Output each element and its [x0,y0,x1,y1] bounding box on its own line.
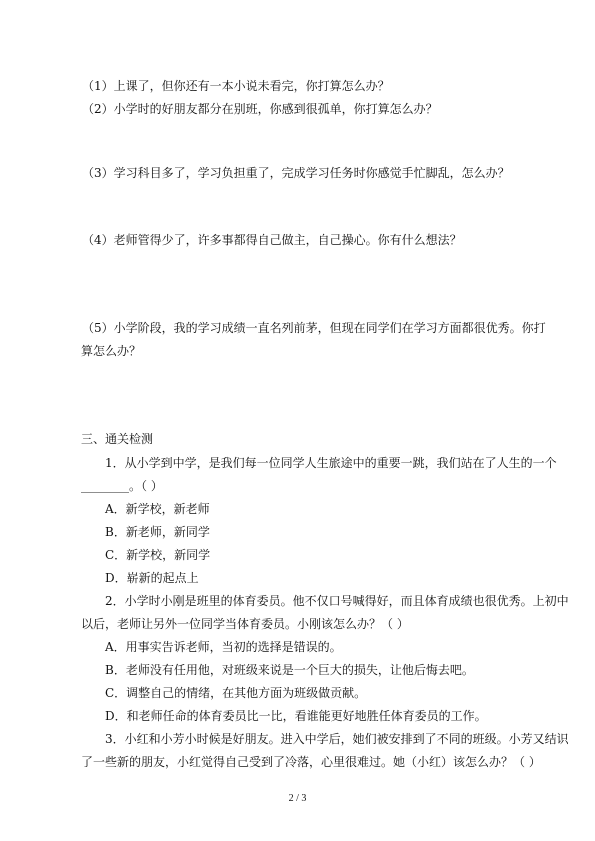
section-heading: 三、通关检测 [81,432,154,446]
question-2: （2）小学时的好朋友都分在别班，你感到很孤单，你打算怎么办？ [82,102,438,116]
mc2-option-b: B．老师没有任用他，对班级来说是一个巨大的损失，让他后悔去吧。 [105,663,474,677]
question-5-line2: 算怎么办？ [81,344,142,358]
question-4: （4）老师管得少了，许多事都得自己做主，自己操心。你有什么想法？ [82,233,462,247]
mc2-option-c: C．调整自己的情绪，在其他方面为班级做贡献。 [105,686,367,700]
mc1-option-c: C．新学校，新同学 [105,548,211,562]
mc1-option-b: B．新老师，新同学 [105,525,210,539]
mc2-option-d: D．和老师任命的体育委员比一比，看谁能更好地胜任体育委员的工作。 [105,709,487,723]
mc1-option-a: A．新学校，新老师 [105,502,210,516]
mc1-option-d: D．崭新的起点上 [105,571,199,585]
mc2-option-a: A．用事实告诉老师，当初的选择是错误的。 [105,640,342,654]
page-number: 2 / 3 [288,793,307,804]
question-5-line1: （5）小学阶段，我的学习成绩一直名列前茅，但现在同学们在学习方面都很优秀。你打 [82,321,546,335]
mc1-stem-line1: 1．从小学到中学，是我们每一位同学人生旅途中的重要一跳，我们站在了人生的一个 [105,456,557,470]
mc2-stem-line1: 2．小学时小刚是班里的体育委员。他不仅口号喊得好，而且体育成绩也很优秀。上初中 [105,594,569,608]
mc1-stem-line2: ________。（ ） [81,479,163,493]
mc3-stem-line1: 3．小红和小芳小时候是好朋友。进入中学后，她们被安排到了不同的班级。小芳又结识 [105,732,569,746]
question-3: （3）学习科目多了，学习负担重了，完成学习任务时你感觉手忙脚乱，怎么办？ [82,166,510,180]
mc2-stem-line2: 以后，老师让另外一位同学当体育委员。小刚该怎么办？（ ） [81,617,409,631]
question-1: （1）上课了，但你还有一本小说未看完，你打算怎么办？ [82,79,390,93]
mc3-stem-line2: 了一些新的朋友，小红觉得自己受到了冷落，心里很难过。她（小红）该怎么办？（ ） [81,755,541,769]
